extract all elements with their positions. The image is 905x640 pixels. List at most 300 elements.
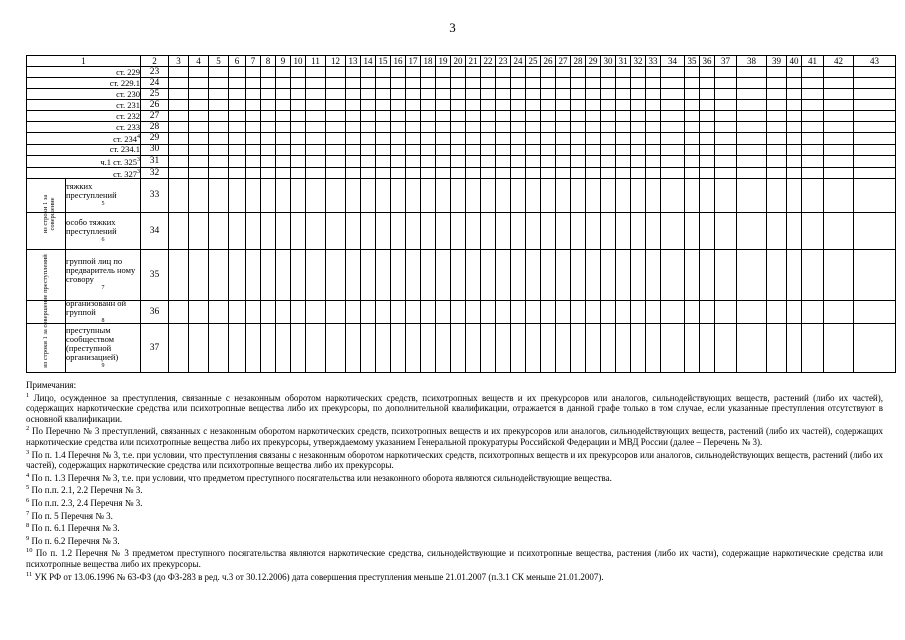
data-cell — [571, 324, 586, 373]
data-cell — [700, 111, 715, 122]
data-cell — [767, 213, 787, 250]
data-cell — [646, 111, 661, 122]
row-label: тяжких преступлений — [66, 181, 117, 201]
data-cell — [261, 111, 276, 122]
header-cell: 35 — [685, 56, 700, 67]
group-vertical-label — [27, 250, 66, 369]
data-cell — [824, 167, 854, 179]
data-cell — [361, 78, 376, 89]
data-cell — [646, 67, 661, 78]
data-cell — [586, 167, 601, 179]
note-item — [26, 483, 883, 496]
data-cell — [541, 167, 556, 179]
data-cell — [466, 301, 481, 324]
data-cell — [526, 78, 541, 89]
data-cell — [421, 100, 436, 111]
data-cell — [391, 179, 406, 213]
data-cell — [511, 155, 526, 167]
data-cell — [601, 67, 616, 78]
row-label-cell — [27, 144, 141, 155]
note-text: По п.п. 2.3, 2.4 Перечня № 3. — [29, 497, 143, 508]
data-cell — [326, 144, 346, 155]
data-cell — [854, 167, 896, 179]
data-cell — [631, 301, 646, 324]
data-cell — [376, 155, 391, 167]
data-cell — [209, 78, 229, 89]
data-cell — [291, 301, 306, 324]
data-cell — [436, 155, 451, 167]
data-cell — [346, 144, 361, 155]
data-cell — [685, 179, 700, 213]
data-cell — [261, 213, 276, 250]
data-cell — [291, 122, 306, 133]
data-cell — [406, 324, 421, 373]
data-cell — [854, 111, 896, 122]
row-label: ст. 327 — [113, 168, 137, 179]
footnote-ref: 8 — [101, 317, 105, 324]
data-cell — [346, 67, 361, 78]
data-cell — [346, 301, 361, 324]
data-cell — [802, 111, 824, 122]
header-cell: 36 — [700, 56, 715, 67]
data-cell — [246, 89, 261, 100]
data-cell — [406, 111, 421, 122]
data-cell — [276, 67, 291, 78]
data-cell — [715, 78, 737, 89]
data-cell — [306, 301, 326, 324]
data-cell — [451, 78, 466, 89]
data-cell — [451, 133, 466, 145]
data-cell — [854, 250, 896, 301]
data-cell — [496, 78, 511, 89]
data-cell — [511, 324, 526, 373]
data-cell — [571, 100, 586, 111]
data-cell — [556, 78, 571, 89]
data-cell — [715, 155, 737, 167]
header-cell: 10 — [291, 56, 306, 67]
data-cell — [526, 167, 541, 179]
data-cell — [700, 167, 715, 179]
data-cell — [466, 213, 481, 250]
note-item — [26, 534, 883, 547]
table-row — [27, 324, 896, 373]
data-cell — [169, 122, 189, 133]
note-item — [26, 424, 883, 447]
data-cell — [787, 67, 802, 78]
footnote-ref: 3 — [137, 168, 140, 175]
data-cell — [466, 155, 481, 167]
data-cell — [376, 133, 391, 145]
group-label-text: из строки 1 за совершение преступлений — [42, 254, 49, 369]
data-cell — [306, 122, 326, 133]
data-cell — [556, 301, 571, 324]
data-cell — [646, 122, 661, 133]
data-cell — [189, 122, 209, 133]
data-cell — [306, 133, 326, 145]
data-cell — [616, 167, 631, 179]
row-number: 23 — [141, 67, 169, 78]
data-cell — [406, 133, 421, 145]
table-row — [27, 250, 896, 301]
table-row — [27, 167, 896, 179]
data-cell — [291, 89, 306, 100]
data-cell — [229, 167, 246, 179]
note-text: По п.п. 2.1, 2.2 Перечня № 3. — [29, 485, 143, 496]
data-cell — [541, 122, 556, 133]
data-cell — [802, 122, 824, 133]
data-cell — [466, 167, 481, 179]
data-cell — [261, 144, 276, 155]
data-cell — [326, 111, 346, 122]
data-cell — [306, 324, 326, 373]
notes-list — [26, 391, 883, 583]
note-number: 2 — [26, 425, 30, 433]
header-cell: 21 — [466, 56, 481, 67]
data-cell — [306, 179, 326, 213]
data-cell — [601, 213, 616, 250]
data-cell — [715, 67, 737, 78]
data-cell — [854, 100, 896, 111]
data-cell — [586, 133, 601, 145]
data-cell — [854, 213, 896, 250]
note-text: По п. 1.2 Перечня № 3 предметом преступного посягательства являются наркотические средства, сильнодействующие и психотропные вещества, растения (либо их части), содержащие наркотические средства или психотропные вещества либо их прекурсоры. — [26, 548, 883, 569]
data-cell — [391, 133, 406, 145]
data-cell — [646, 213, 661, 250]
data-cell — [169, 179, 189, 213]
header-cell: 12 — [326, 56, 346, 67]
data-cell — [616, 324, 631, 373]
data-cell — [616, 301, 631, 324]
data-cell — [571, 133, 586, 145]
data-cell — [715, 301, 737, 324]
data-cell — [787, 144, 802, 155]
data-cell — [376, 78, 391, 89]
notes-section — [26, 380, 883, 582]
note-item — [26, 521, 883, 534]
data-cell — [189, 78, 209, 89]
data-cell — [526, 144, 541, 155]
data-cell — [466, 100, 481, 111]
data-cell — [541, 111, 556, 122]
data-cell — [616, 122, 631, 133]
data-cell — [824, 89, 854, 100]
row-label: ч.1 ст. 325 — [100, 156, 137, 167]
data-cell — [376, 89, 391, 100]
data-cell — [586, 67, 601, 78]
data-cell — [466, 89, 481, 100]
data-cell — [767, 111, 787, 122]
data-cell — [209, 179, 229, 213]
data-cell — [601, 179, 616, 213]
row-number: 34 — [141, 213, 169, 250]
data-cell — [854, 122, 896, 133]
row-label: особо тяжких преступлений — [66, 216, 117, 236]
data-cell — [601, 78, 616, 89]
data-cell — [556, 213, 571, 250]
header-cell: 25 — [526, 56, 541, 67]
header-cell: 18 — [421, 56, 436, 67]
data-cell — [291, 133, 306, 145]
data-cell — [361, 89, 376, 100]
data-cell — [436, 144, 451, 155]
data-cell — [481, 78, 496, 89]
data-cell — [586, 122, 601, 133]
data-cell — [646, 78, 661, 89]
row-label-cell — [27, 67, 141, 78]
data-cell — [421, 324, 436, 373]
sub-row-label — [66, 213, 140, 249]
note-item — [26, 570, 883, 583]
data-cell — [715, 100, 737, 111]
row-number: 24 — [141, 78, 169, 89]
data-cell — [646, 100, 661, 111]
data-cell — [246, 324, 261, 373]
data-cell — [511, 179, 526, 213]
data-cell — [556, 155, 571, 167]
data-cell — [496, 167, 511, 179]
header-cell: 31 — [616, 56, 631, 67]
data-cell — [802, 144, 824, 155]
data-cell — [685, 301, 700, 324]
data-cell — [209, 100, 229, 111]
data-cell — [421, 179, 436, 213]
data-cell — [700, 301, 715, 324]
data-cell — [556, 111, 571, 122]
data-cell — [376, 179, 391, 213]
data-cell — [556, 122, 571, 133]
data-cell — [481, 324, 496, 373]
data-cell — [737, 100, 767, 111]
data-cell — [526, 89, 541, 100]
data-cell — [291, 144, 306, 155]
data-cell — [189, 111, 209, 122]
data-cell — [526, 324, 541, 373]
note-item — [26, 471, 883, 484]
data-cell — [451, 89, 466, 100]
data-cell — [436, 213, 451, 250]
data-cell — [466, 111, 481, 122]
data-cell — [700, 122, 715, 133]
data-cell — [854, 67, 896, 78]
header-cell: 20 — [451, 56, 466, 67]
note-number: 10 — [26, 547, 33, 555]
data-cell — [451, 179, 466, 213]
data-cell — [169, 100, 189, 111]
header-cell: 13 — [346, 56, 361, 67]
data-cell — [346, 78, 361, 89]
data-cell — [291, 250, 306, 301]
header-cell: 17 — [406, 56, 421, 67]
data-cell — [436, 301, 451, 324]
data-cell — [556, 250, 571, 301]
data-cell — [802, 250, 824, 301]
data-cell — [406, 167, 421, 179]
data-cell — [586, 324, 601, 373]
data-cell — [391, 89, 406, 100]
data-cell — [406, 89, 421, 100]
data-cell — [586, 213, 601, 250]
data-cell — [276, 89, 291, 100]
data-cell — [526, 100, 541, 111]
data-cell — [541, 301, 556, 324]
data-cell — [361, 155, 376, 167]
header-cell: 2 — [141, 56, 169, 67]
data-cell — [169, 213, 189, 250]
data-cell — [391, 78, 406, 89]
data-cell — [586, 78, 601, 89]
data-cell — [685, 324, 700, 373]
data-cell — [601, 111, 616, 122]
page-number: 3 — [449, 20, 456, 35]
row-label: ст. 234 — [113, 133, 137, 144]
data-cell — [326, 179, 346, 213]
data-cell — [556, 144, 571, 155]
data-cell — [685, 167, 700, 179]
data-cell — [346, 213, 361, 250]
data-cell — [451, 324, 466, 373]
header-cell: 5 — [209, 56, 229, 67]
header-cell: 33 — [646, 56, 661, 67]
data-cell — [391, 213, 406, 250]
data-cell — [361, 100, 376, 111]
data-cell — [496, 67, 511, 78]
data-cell — [306, 213, 326, 250]
data-cell — [169, 67, 189, 78]
data-cell — [291, 179, 306, 213]
data-cell — [541, 133, 556, 145]
data-cell — [601, 133, 616, 145]
data-cell — [511, 89, 526, 100]
data-cell — [700, 155, 715, 167]
data-cell — [209, 89, 229, 100]
table-row — [27, 213, 896, 250]
data-cell — [601, 100, 616, 111]
data-cell — [571, 167, 586, 179]
data-cell — [541, 67, 556, 78]
data-cell — [586, 250, 601, 301]
data-cell — [391, 100, 406, 111]
data-cell — [451, 144, 466, 155]
data-cell — [209, 111, 229, 122]
data-cell — [209, 155, 229, 167]
data-cell — [169, 78, 189, 89]
data-cell — [787, 155, 802, 167]
data-cell — [802, 324, 824, 373]
data-cell — [737, 67, 767, 78]
data-cell — [661, 111, 685, 122]
data-cell — [571, 78, 586, 89]
data-cell — [346, 133, 361, 145]
data-cell — [346, 89, 361, 100]
data-cell — [646, 250, 661, 301]
data-cell — [511, 100, 526, 111]
data-cell — [661, 179, 685, 213]
data-cell — [824, 78, 854, 89]
data-cell — [737, 213, 767, 250]
footnote-ref: 4 — [137, 134, 140, 140]
note-item — [26, 509, 883, 522]
data-cell — [685, 250, 700, 301]
data-cell — [169, 250, 189, 301]
data-cell — [767, 100, 787, 111]
data-cell — [361, 301, 376, 324]
data-cell — [209, 133, 229, 145]
data-cell — [346, 122, 361, 133]
data-cell — [571, 89, 586, 100]
data-cell — [276, 111, 291, 122]
data-cell — [326, 301, 346, 324]
data-cell — [571, 301, 586, 324]
data-cell — [436, 89, 451, 100]
data-cell — [631, 100, 646, 111]
data-cell — [306, 100, 326, 111]
data-cell — [306, 111, 326, 122]
data-cell — [229, 324, 246, 373]
data-cell — [421, 301, 436, 324]
notes-title: Примечания: — [26, 380, 77, 390]
data-cell — [685, 100, 700, 111]
data-cell — [571, 155, 586, 167]
data-cell — [631, 67, 646, 78]
data-cell — [511, 250, 526, 301]
data-cell — [306, 155, 326, 167]
data-cell — [526, 111, 541, 122]
data-cell — [526, 213, 541, 250]
data-cell — [787, 89, 802, 100]
data-cell — [526, 155, 541, 167]
data-cell — [436, 100, 451, 111]
data-cell — [246, 155, 261, 167]
data-cell — [571, 144, 586, 155]
header-row — [27, 56, 896, 67]
data-cell — [646, 144, 661, 155]
data-cell — [326, 250, 346, 301]
data-cell — [802, 67, 824, 78]
data-cell — [854, 133, 896, 145]
data-cell — [189, 301, 209, 324]
data-cell — [787, 301, 802, 324]
data-cell — [646, 179, 661, 213]
data-cell — [276, 250, 291, 301]
data-cell — [767, 179, 787, 213]
row-number: 30 — [141, 144, 169, 155]
data-cell — [631, 167, 646, 179]
data-cell — [481, 213, 496, 250]
data-cell — [421, 155, 436, 167]
data-cell — [685, 67, 700, 78]
note-text: По п. 6.1 Перечня № 3. — [29, 523, 120, 534]
data-cell — [646, 324, 661, 373]
data-cell — [189, 250, 209, 301]
note-text: УК РФ от 13.06.1996 № 63-ФЗ (до ФЗ-283 в ред. ч.3 от 30.12.2006) дата совершения преступления меньше 21.01.2007 (п.3.1 СК меньше 21.01.2007). — [32, 571, 604, 582]
data-cell — [189, 144, 209, 155]
row-label-cell — [27, 155, 141, 167]
data-cell — [346, 167, 361, 179]
data-cell — [169, 155, 189, 167]
note-number: 7 — [26, 509, 30, 517]
data-cell — [631, 78, 646, 89]
data-cell — [496, 111, 511, 122]
note-text: По п. 1.4 Перечня № 3, т.е. при условии, что преступления связаны с незаконным оборотом наркотических средств, психотропных веществ и их прекурсоров или аналогов, сильнодействующих веществ, растений (либо их частей), содержащих наркотические средства или психотропные вещества либо их прекурсоры. — [26, 449, 883, 471]
data-cell — [586, 155, 601, 167]
data-cell — [421, 89, 436, 100]
data-cell — [346, 324, 361, 373]
data-cell — [737, 250, 767, 301]
data-cell — [376, 324, 391, 373]
group-label-text: из строки 1 за совершение — [42, 195, 56, 234]
data-cell — [276, 324, 291, 373]
data-cell — [276, 133, 291, 145]
